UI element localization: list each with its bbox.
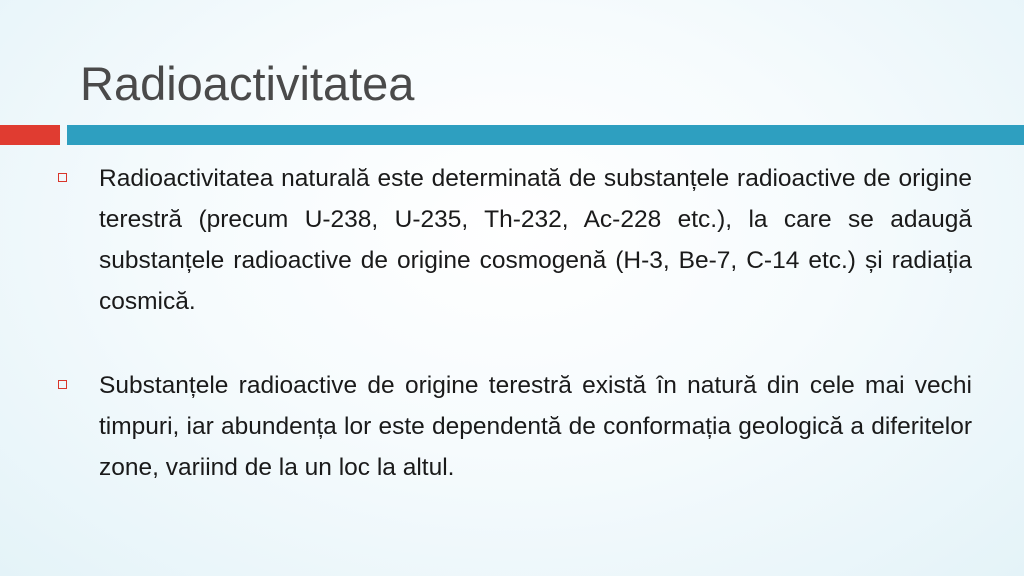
bullet-item (58, 365, 972, 488)
hollow-square-bullet-icon (58, 380, 67, 389)
bullet-item (58, 158, 972, 322)
title-accent-bar-red (0, 125, 60, 145)
title-accent-bar-blue (67, 125, 1024, 145)
bullet-list (58, 158, 972, 488)
slide-title: Radioactivitatea (80, 57, 415, 110)
hollow-square-bullet-icon (58, 173, 67, 182)
bullet-text: Radioactivitatea naturală este determinată de substanțele radioactive de origine terestră (precum U-238, U-235, Th-232, Ac-228 etc.), la care se adaugă substanțele radioactive de origine cosmogenă (H-3, Be-7, C-14 etc.) și radiația cosmică. (99, 165, 972, 315)
bullet-text: Substanțele radioactive de origine terestră există în natură din cele mai vechi timpuri, iar abundența lor este dependentă de conformația geologică a diferitelor zone, variind de la un loc la altul. (99, 372, 972, 481)
